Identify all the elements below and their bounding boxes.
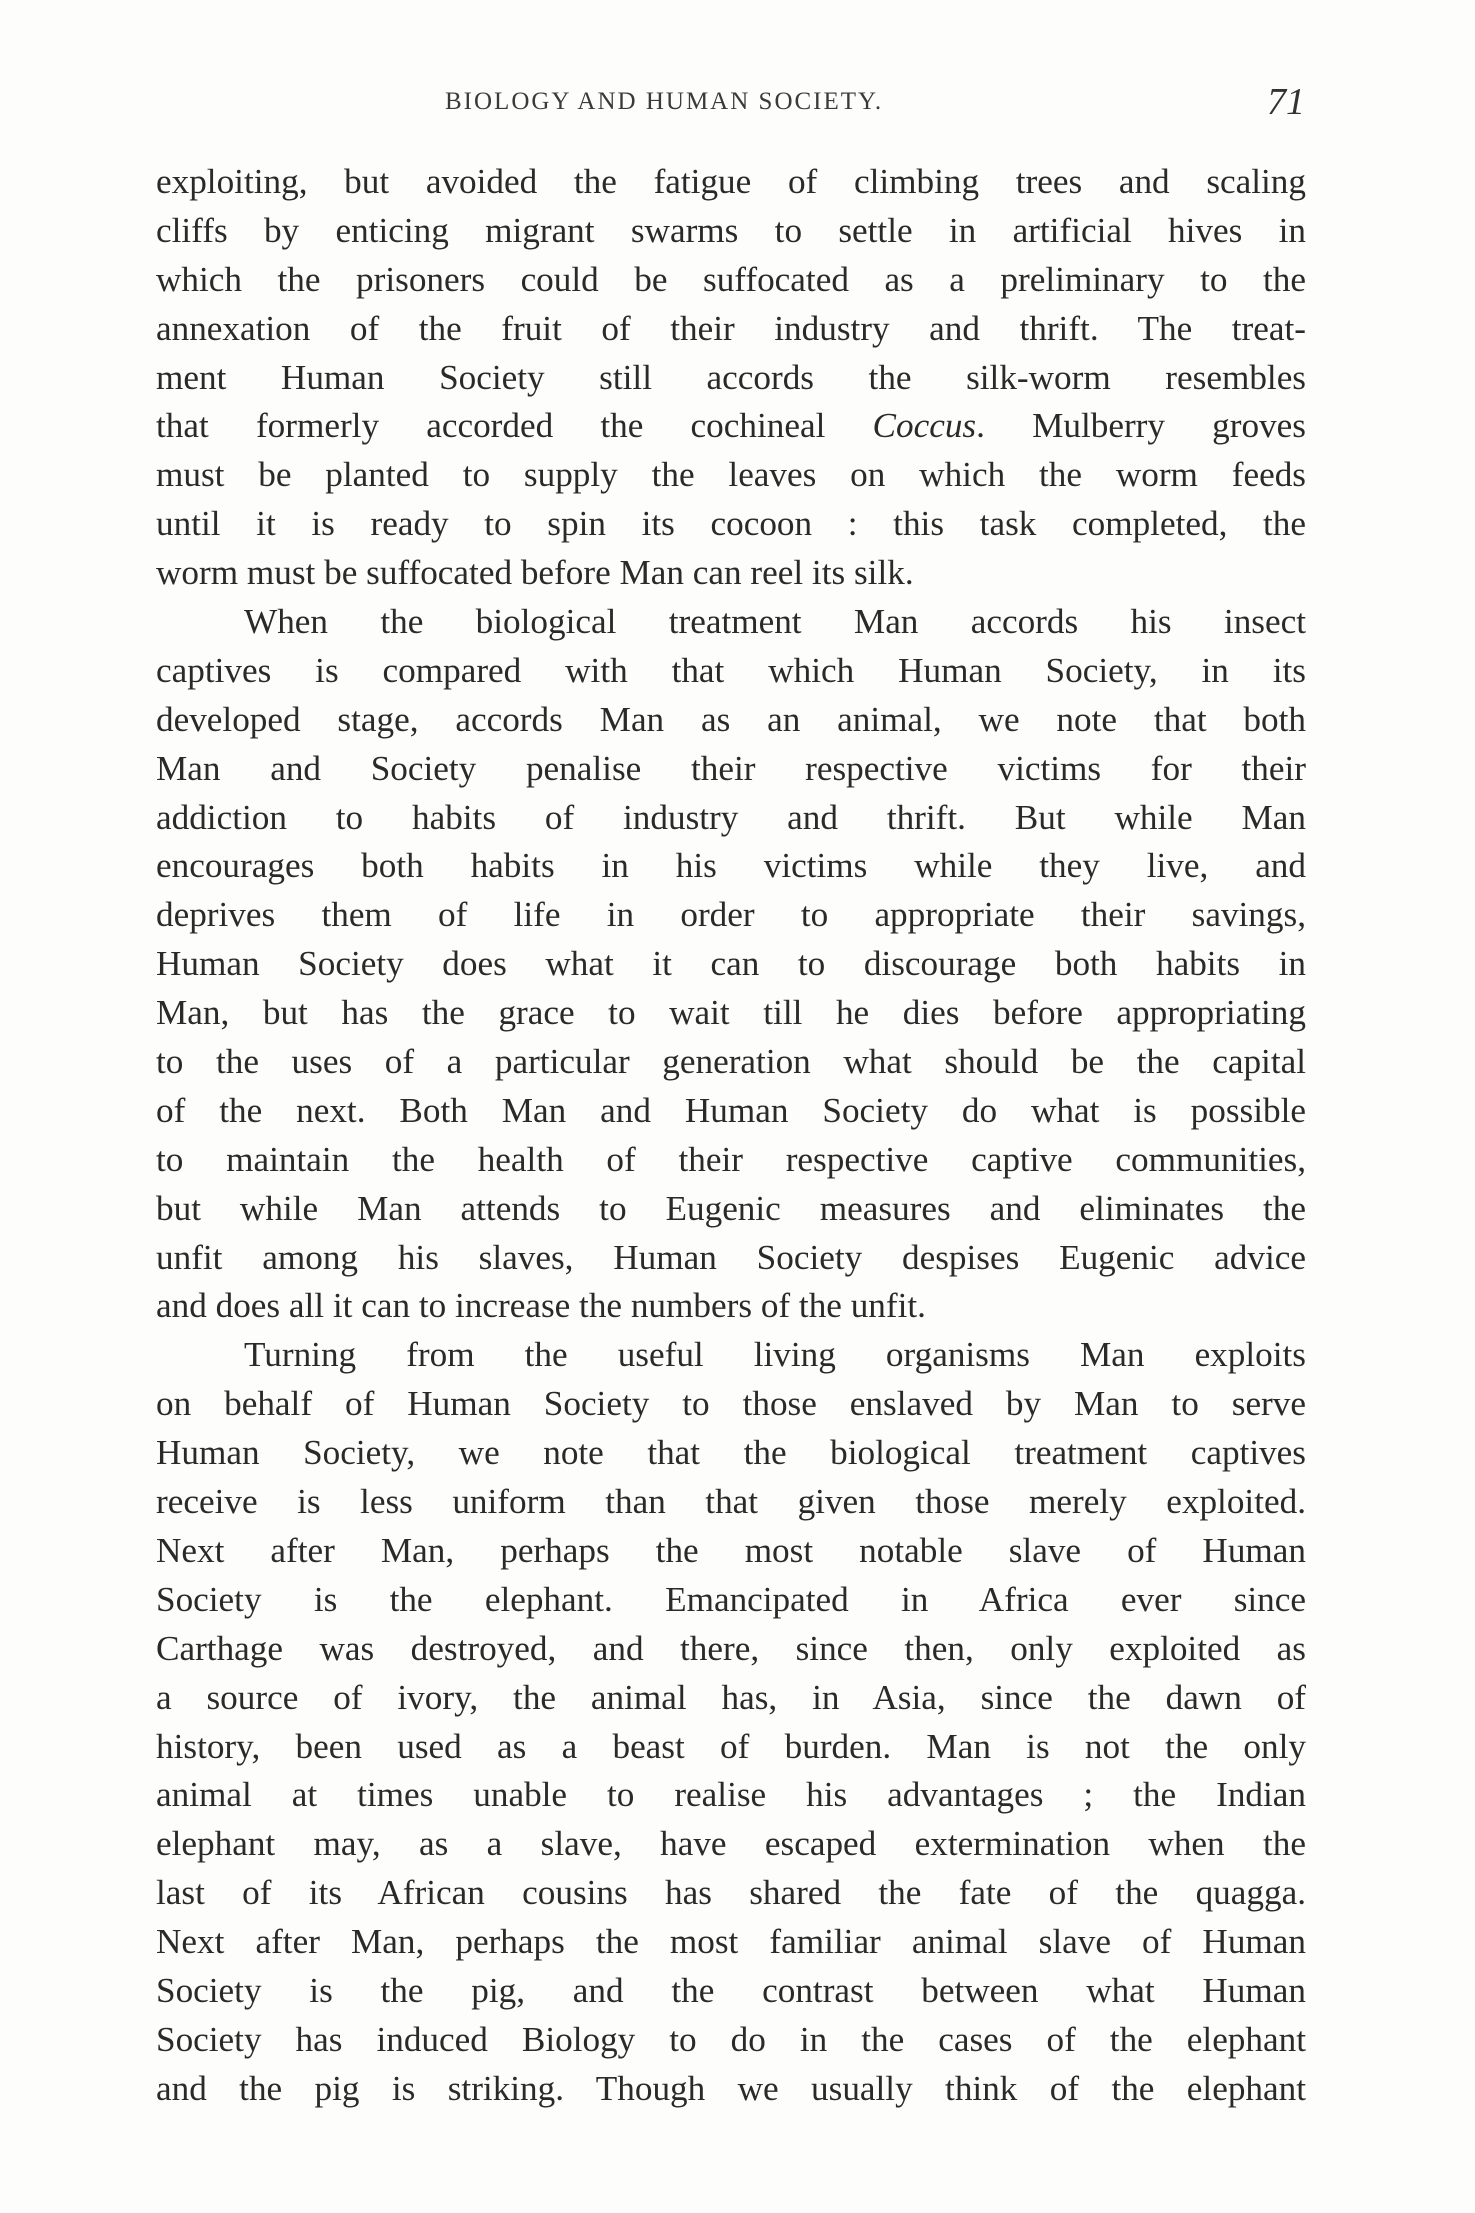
text-line: captives is compared with that which Human Society, in its: [156, 650, 1306, 690]
text-line: cliffs by enticing migrant swarms to settle in artificial hives in: [156, 210, 1306, 250]
text-line: Carthage was destroyed, and there, since then, only exploited as: [156, 1628, 1306, 1668]
text-line: animal at times unable to realise his advantages ; the Indian: [156, 1775, 1306, 1815]
text-line: Man, but has the grace to wait till he dies before appropriating: [156, 993, 1306, 1033]
text-line: to maintain the health of their respective captive communities,: [156, 1139, 1306, 1179]
text-line: history, been used as a beast of burden. Man is not the only: [156, 1726, 1306, 1766]
text-line: last of its African cousins has shared the fate of the quagga.: [156, 1873, 1306, 1913]
text-line: but while Man attends to Eugenic measures and eliminates the: [156, 1188, 1306, 1228]
text-line: Society is the pig, and the contrast between what Human: [156, 1970, 1306, 2010]
text-line: deprives them of life in order to appropriate their savings,: [156, 895, 1306, 935]
text-line: Man and Society penalise their respective victims for their: [156, 748, 1306, 788]
text-line: on behalf of Human Society to those enslaved by Man to serve: [156, 1384, 1306, 1424]
text-line: elephant may, as a slave, have escaped extermination when the: [156, 1824, 1306, 1864]
paragraph-3: [156, 1331, 1306, 2113]
text-line: to the uses of a particular generation what should be the capital: [156, 1042, 1306, 1082]
text-segment: . Mulberry groves: [976, 406, 1306, 446]
text-line: until it is ready to spin its cocoon : this task completed, the: [156, 504, 1306, 544]
running-title: BIOLOGY AND HUMAN SOCIETY.: [445, 88, 884, 115]
text-line: a source of ivory, the animal has, in Asia, since the dawn of: [156, 1677, 1306, 1717]
text-line: addiction to habits of industry and thrift. But while Man: [156, 797, 1306, 837]
paragraph-1: [156, 158, 1306, 598]
body-text: [156, 158, 1306, 2114]
text-segment: that formerly accorded the cochineal: [156, 406, 873, 446]
text-line: Society has induced Biology to do in the cases of the elephant: [156, 2019, 1306, 2059]
page-number: 71: [1267, 81, 1305, 123]
text-line: Next after Man, perhaps the most notable slave of Human: [156, 1530, 1306, 1570]
text-line: Human Society does what it can to discourage both habits in: [156, 944, 1306, 984]
text-line: must be planted to supply the leaves on which the worm feeds: [156, 455, 1306, 495]
text-line: encourages both habits in his victims while they live, and: [156, 846, 1306, 886]
text-line: worm must be suffocated before Man can reel its silk.: [156, 553, 914, 593]
text-line: unfit among his slaves, Human Society despises Eugenic advice: [156, 1237, 1306, 1277]
text-line: [156, 402, 1306, 451]
text-line: developed stage, accords Man as an animal, we note that both: [156, 699, 1306, 739]
text-line: annexation of the fruit of their industry and thrift. The treat-: [156, 308, 1306, 348]
text-line: and the pig is striking. Though we usually think of the elephant: [156, 2068, 1306, 2108]
text-line: of the next. Both Man and Human Society do what is possible: [156, 1090, 1306, 1130]
text-line: Human Society, we note that the biological treatment captives: [156, 1433, 1306, 1473]
text-line: Turning from the useful living organisms Man exploits: [244, 1335, 1306, 1375]
text-line: When the biological treatment Man accords his insect: [244, 602, 1306, 642]
text-line: Society is the elephant. Emancipated in Africa ever since: [156, 1579, 1306, 1619]
text-line: ment Human Society still accords the silk-worm resembles: [156, 357, 1306, 397]
text-line: receive is less uniform than that given those merely exploited.: [156, 1482, 1306, 1522]
text-line: exploiting, but avoided the fatigue of climbing trees and scaling: [156, 162, 1306, 201]
text-line: Next after Man, perhaps the most familiar animal slave of Human: [156, 1922, 1306, 1962]
italic-term: Coccus: [872, 406, 977, 446]
text-line: and does all it can to increase the numbers of the unfit.: [156, 1286, 926, 1326]
paragraph-2: [156, 598, 1306, 1331]
text-line: which the prisoners could be suffocated as a preliminary to the: [156, 259, 1306, 299]
running-head: [160, 80, 1305, 130]
